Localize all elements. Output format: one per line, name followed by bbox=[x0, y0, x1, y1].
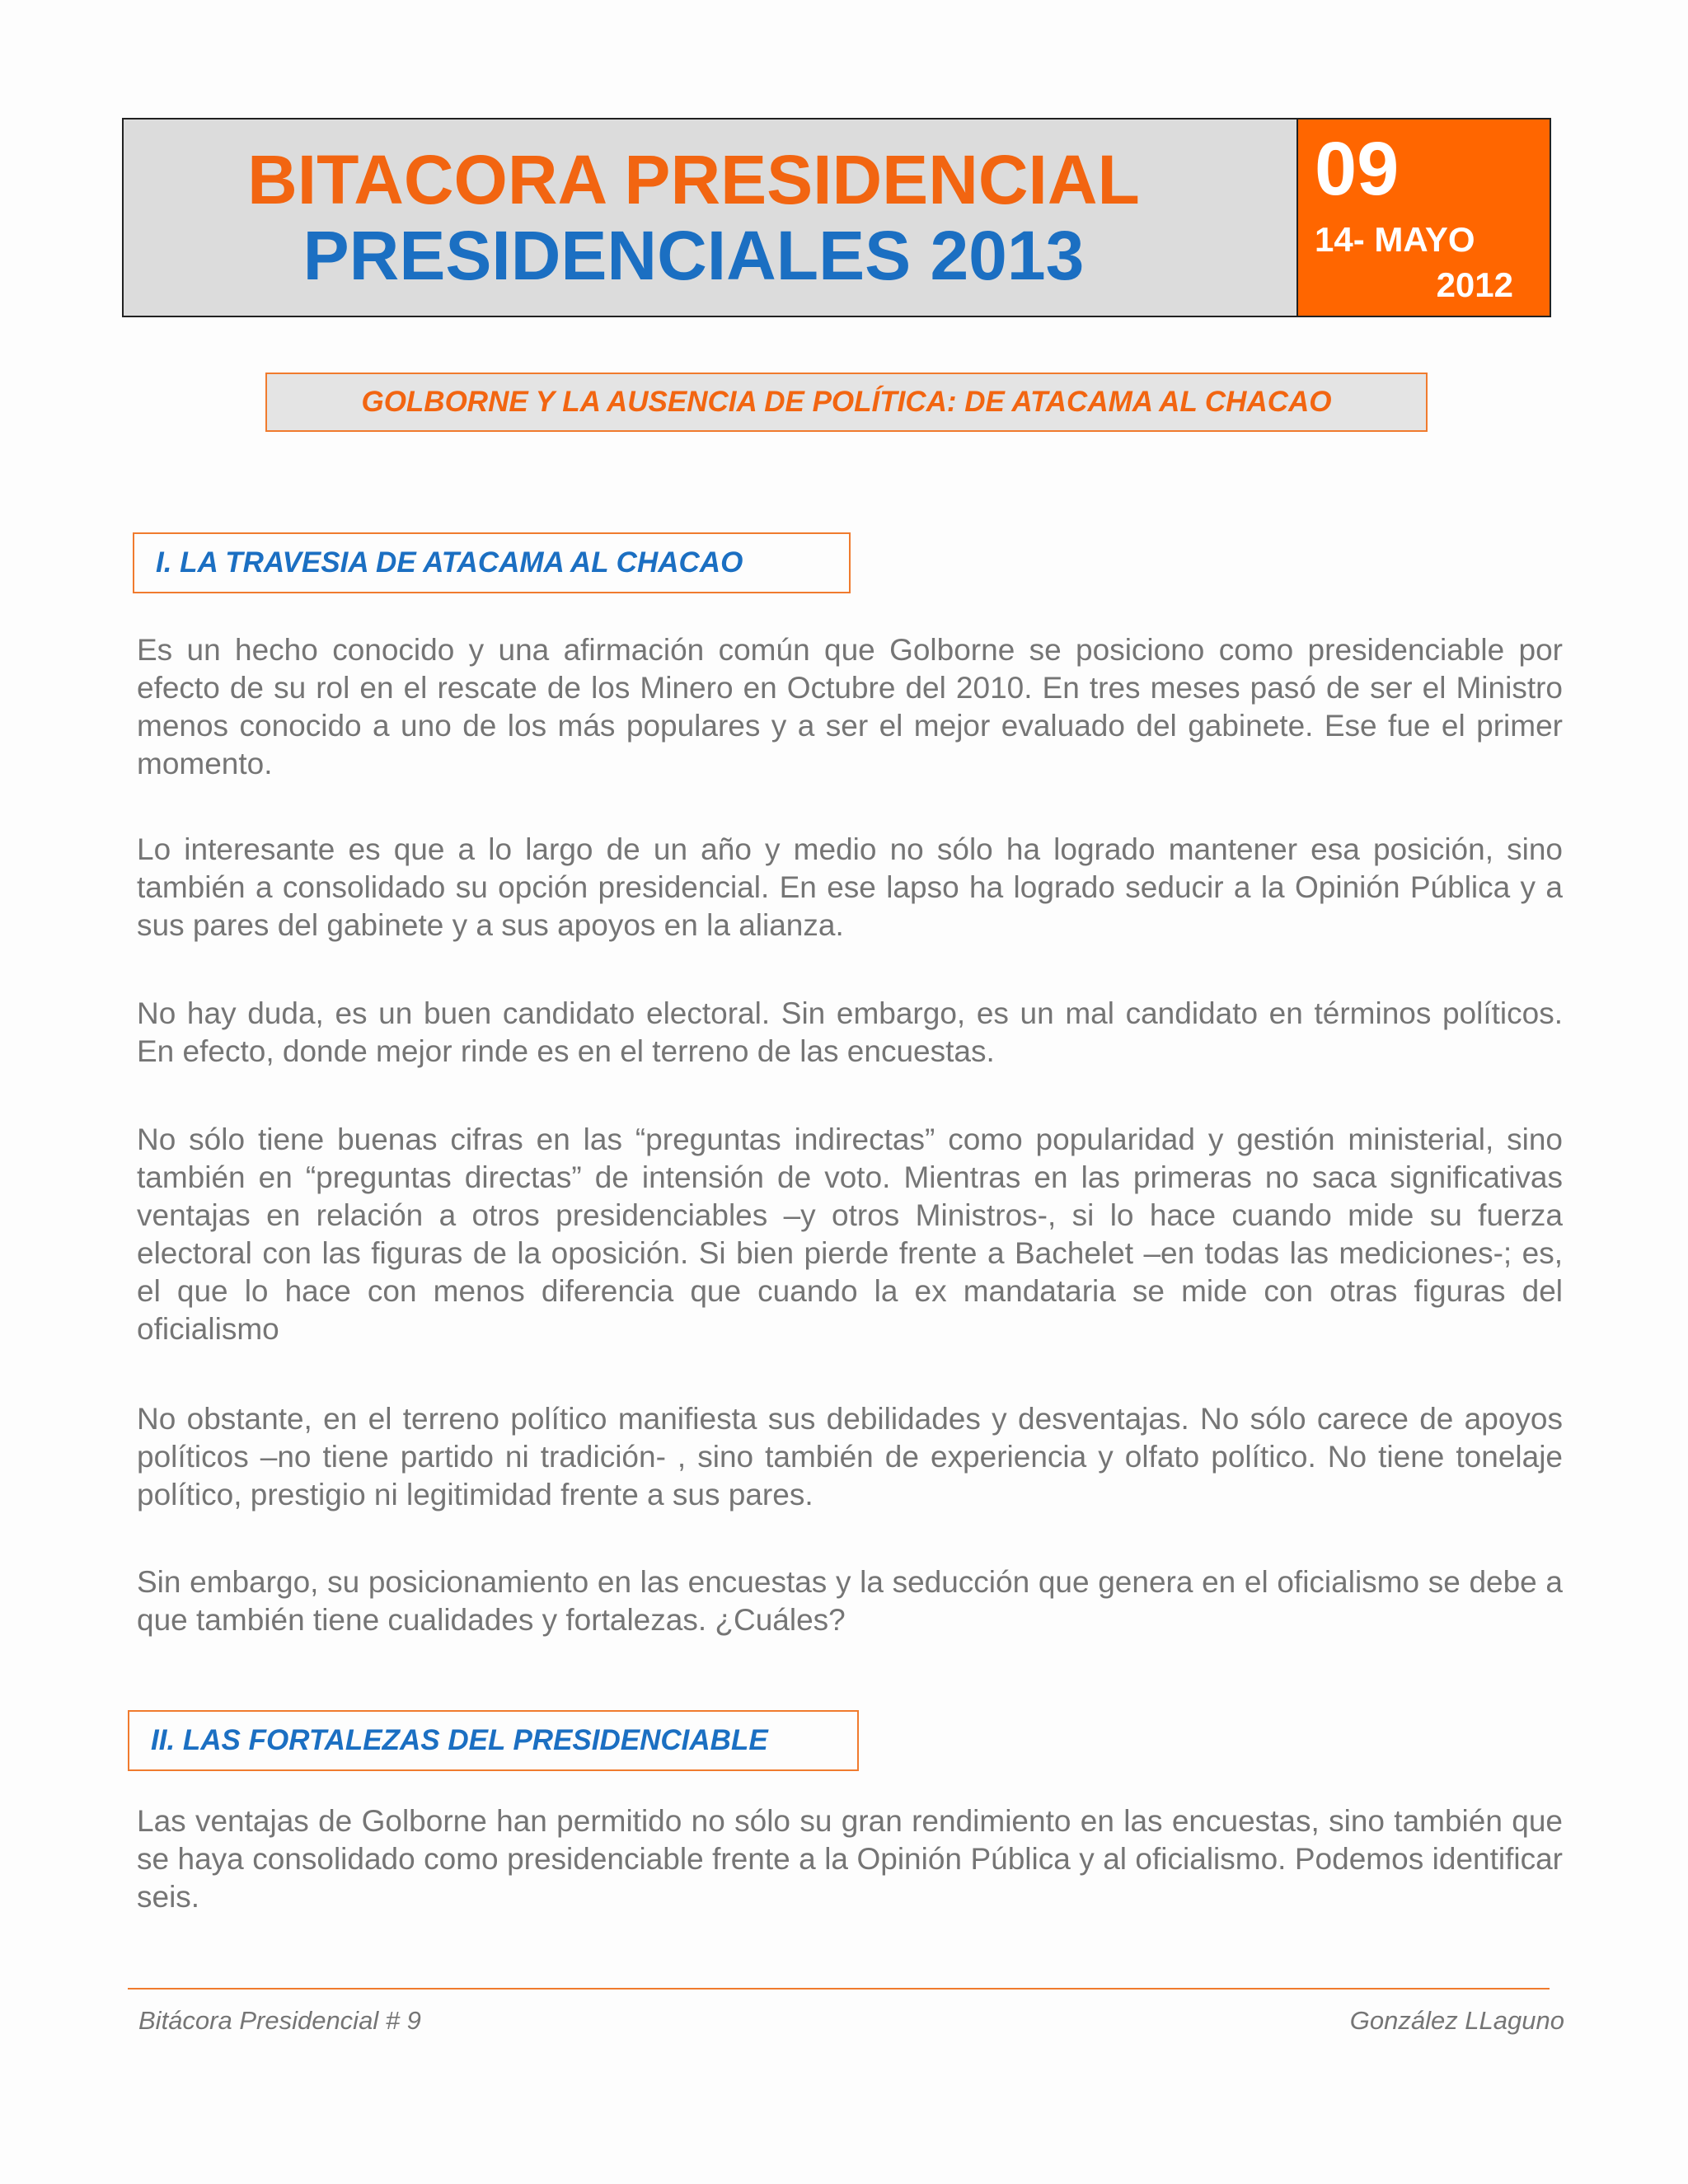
paragraph: Sin embargo, su posicionamiento en las encuestas y la seducción que genera en el oficialismo se debe a que también tiene cualidades y fortalezas. ¿Cuáles? bbox=[137, 1565, 1563, 1637]
paragraph: No sólo tiene buenas cifras en las “preguntas indirectas” como popularidad y gestión ministerial, sino también en “preguntas directas” de intensión de voto. Mientras en las primeras no saca significativas ventajas en relación a otros presidenciables –y otros Ministros-, si lo hace cuando mide su fuerza electoral con las figuras de la oposición. Si bien pierde frente a Bachelet –en todas las mediciones-; es, el que lo hace con menos diferencia que cuando la ex mandataria se mide con otras figuras del oficialismo bbox=[137, 1122, 1563, 1346]
footer-publication: Bitácora Presidencial # 9 bbox=[138, 2006, 421, 2035]
paragraph: Es un hecho conocido y una afirmación común que Golborne se posiciono como presidenciable por efecto de su rol en el rescate de los Minero en Octubre del 2010. En tres meses pasó de ser el Ministro menos conocido a uno de los más populares y a ser el mejor evaluado del gabinete. Ese fue el primer momento. bbox=[137, 633, 1563, 780]
issue-year: 2012 bbox=[1436, 265, 1513, 304]
paragraph: Las ventajas de Golborne han permitido no sólo su gran rendimiento en las encuestas, sino también que se haya consolidado como presidenciable frente a la Opinión Pública y al oficialismo. Podemos identificar seis. bbox=[137, 1804, 1563, 1914]
issue-date: 14- MAYO bbox=[1315, 220, 1475, 259]
issue-panel bbox=[1298, 120, 1550, 316]
header-banner bbox=[122, 118, 1551, 317]
footer-divider bbox=[128, 1988, 1550, 1990]
header-title-panel bbox=[124, 120, 1298, 316]
header-title: BITACORA PRESIDENCIAL bbox=[247, 140, 1140, 218]
paragraph: Lo interesante es que a lo largo de un año y medio no sólo ha logrado mantener esa posición, sino también a consolidado su opción presidencial. En ese lapso ha logrado seducir a la Opinión Pública y a sus pares del gabinete y a sus apoyos en la alianza. bbox=[137, 832, 1563, 942]
document-title: GOLBORNE Y LA AUSENCIA DE POLÍTICA: DE ATACAMA AL CHACAO bbox=[265, 373, 1428, 432]
issue-number: 09 bbox=[1315, 127, 1400, 211]
paragraph: No hay duda, es un buen candidato electoral. Sin embargo, es un mal candidato en términos políticos. En efecto, donde mejor rinde es en el terreno de las encuestas. bbox=[137, 996, 1563, 1068]
paragraph: No obstante, en el terreno político manifiesta sus debilidades y desventajas. No sólo carece de apoyos políticos –no tiene partido ni tradición- , sino también de experiencia y olfato político. No tiene tonelaje político, prestigio ni legitimidad frente a sus pares. bbox=[137, 1402, 1563, 1511]
section-heading-1: I. LA TRAVESIA DE ATACAMA AL CHACAO bbox=[133, 532, 851, 593]
header-subtitle: PRESIDENCIALES 2013 bbox=[302, 217, 1085, 294]
section-heading-2: II. LAS FORTALEZAS DEL PRESIDENCIABLE bbox=[128, 1710, 859, 1771]
footer-author: González LLaguno bbox=[1349, 2006, 1564, 2035]
